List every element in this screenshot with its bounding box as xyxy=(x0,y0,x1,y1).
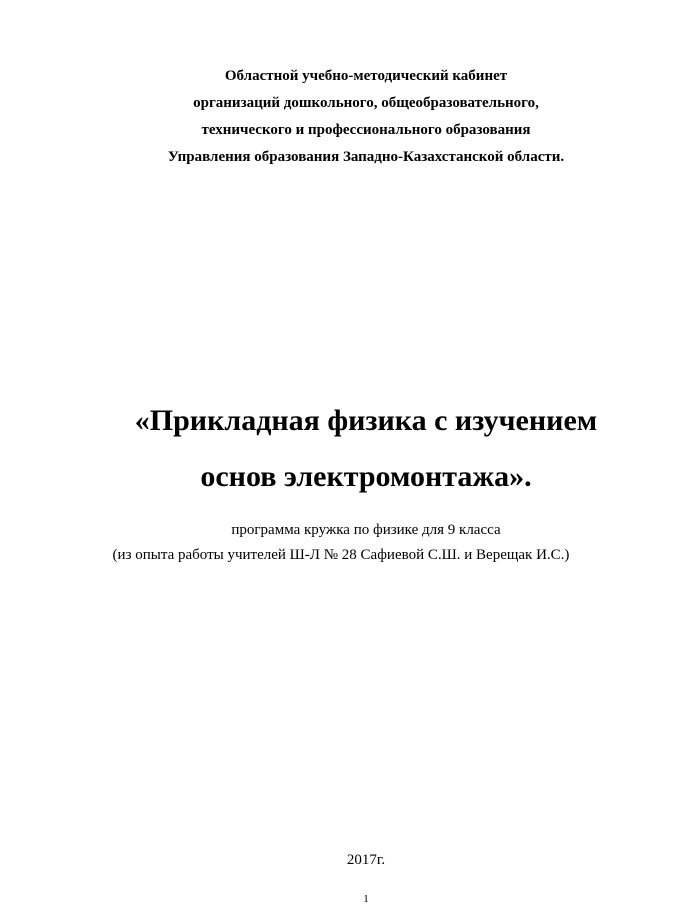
year-text: 2017г. xyxy=(346,852,386,868)
header-line-2: организаций дошкольного, общеобразовательного, xyxy=(193,95,539,111)
header-line-4: Управления образования Западно-Казахстанской области. xyxy=(167,149,565,165)
header-line-3: технического и профессионального образования xyxy=(201,122,531,138)
subtitle-program-line: программа кружка по физике для 9 класса xyxy=(231,522,501,538)
document-subtitle xyxy=(0,518,682,568)
subtitle-authors-line: (из опыта работы учителей Ш-Л № 28 Сафиевой С.Ш. и Верещак И.С.) xyxy=(112,547,570,563)
page-number: 1 xyxy=(363,893,369,905)
organization-header xyxy=(0,63,682,171)
header-line-1: Областной учебно-методический кабинет xyxy=(224,68,508,84)
document-title xyxy=(0,393,682,505)
title-line-1: «Прикладная физика с изучением xyxy=(134,404,598,437)
title-line-2: основ электромонтажа». xyxy=(200,460,532,493)
